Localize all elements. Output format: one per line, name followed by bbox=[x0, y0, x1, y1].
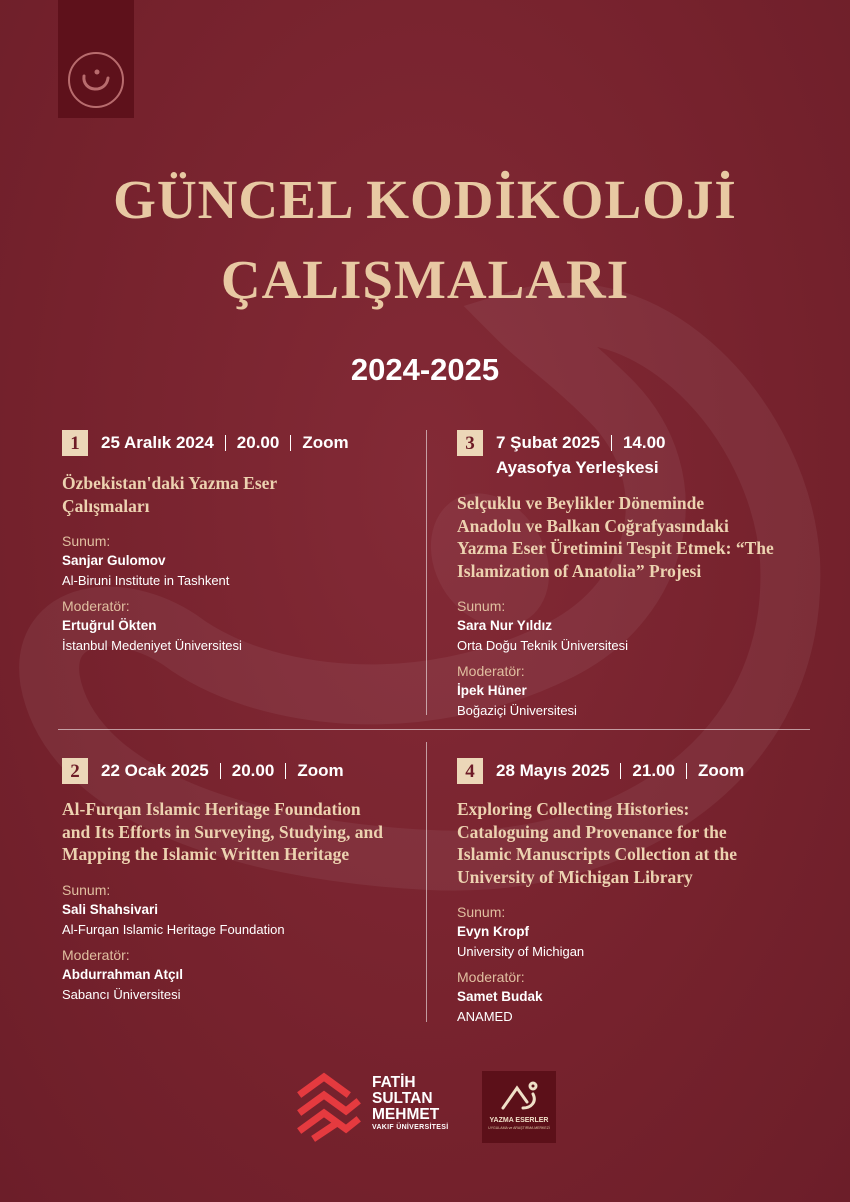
talk-title bbox=[62, 798, 422, 866]
fsm-logo-text bbox=[372, 1075, 448, 1133]
session-2 bbox=[62, 758, 422, 1002]
talk-title-line: Selçuklu ve Beylikler Döneminde bbox=[457, 493, 705, 513]
session-time: 21.00 bbox=[632, 761, 675, 780]
separator bbox=[611, 435, 612, 451]
column-divider-bottom bbox=[426, 742, 427, 1022]
talk-title-line: Özbekistan'daki Yazma Eser bbox=[62, 473, 278, 493]
fsm-line: MEHMET bbox=[372, 1106, 440, 1123]
title-line-2: ÇALIŞMALARI bbox=[220, 249, 630, 310]
session-date: 28 Mayıs 2025 bbox=[496, 761, 610, 780]
talk-title-line: Mapping the Islamic Written Heritage bbox=[62, 844, 350, 864]
title-line-1: GÜNCEL KODİKOLOJİ bbox=[113, 169, 737, 230]
calligraphy-emblem-icon bbox=[64, 48, 128, 112]
session-1 bbox=[62, 430, 407, 653]
session-header bbox=[457, 758, 812, 784]
session-header bbox=[62, 758, 422, 784]
yazma-eserler-logo-icon bbox=[497, 1078, 541, 1116]
session-header bbox=[62, 430, 407, 456]
moderator-affiliation: ANAMED bbox=[457, 1009, 513, 1024]
moderator-affiliation: Sabancı Üniversitesi bbox=[62, 986, 181, 1002]
talk-title bbox=[62, 472, 407, 517]
presenter-name: Sanjar Gulomov bbox=[62, 553, 166, 568]
session-date: 25 Aralık 2024 bbox=[101, 433, 214, 452]
separator bbox=[285, 763, 286, 779]
session-number-badge: 2 bbox=[62, 758, 88, 784]
presenter-affiliation: Orta Doğu Teknik Üniversitesi bbox=[457, 638, 628, 653]
talk-title bbox=[457, 798, 812, 888]
talk-title-line: Islamization of Anatolia” Projesi bbox=[457, 560, 702, 581]
separator bbox=[225, 435, 226, 451]
session-place: Zoom bbox=[297, 761, 344, 780]
separator bbox=[686, 763, 687, 779]
talk-title-line: Al-Furqan Islamic Heritage Foundation bbox=[62, 799, 361, 819]
fsm-logo-icon bbox=[294, 1071, 364, 1143]
fsm-line: VAKIF ÜNİVERSİTESİ bbox=[372, 1124, 449, 1131]
presenter-affiliation: University of Michigan bbox=[457, 944, 585, 959]
session-4 bbox=[457, 758, 812, 1024]
moderator-name: İpek Hüner bbox=[457, 683, 527, 698]
talk-title-line: Cataloguing and Provenance for the bbox=[457, 821, 727, 842]
moderator-label: Moderatör: bbox=[62, 946, 130, 963]
talk-title-line: Çalışmaları bbox=[62, 495, 150, 516]
session-number-badge: 1 bbox=[62, 430, 88, 456]
column-divider-top bbox=[426, 430, 427, 715]
talk-title-line: University of Michigan Library bbox=[457, 866, 693, 887]
year-range: 2024-2025 bbox=[350, 352, 500, 387]
presenter-name: Evyn Kropf bbox=[457, 924, 530, 939]
moderator-name: Abdurrahman Atçıl bbox=[62, 966, 184, 982]
fsm-line: SULTAN bbox=[372, 1090, 433, 1107]
presenter-label: Sunum: bbox=[62, 533, 111, 549]
session-number-badge: 4 bbox=[457, 758, 483, 784]
presenter-name: Sali Shahsivari bbox=[62, 901, 159, 917]
yazma-eserler-name: YAZMA ESERLER bbox=[489, 1117, 549, 1124]
session-place: Zoom bbox=[302, 433, 349, 452]
talk-title-line: Islamic Manuscripts Collection at the bbox=[457, 844, 737, 864]
session-date: 7 Şubat 2025 bbox=[496, 433, 600, 452]
session-time: 14.00 bbox=[622, 433, 666, 452]
moderator-label: Moderatör: bbox=[62, 598, 130, 614]
separator bbox=[290, 435, 291, 451]
moderator-label: Moderatör: bbox=[457, 969, 525, 985]
session-time: 20.00 bbox=[231, 761, 275, 780]
presenter-affiliation: Al-Biruni Institute in Tashkent bbox=[62, 573, 230, 588]
row-divider bbox=[58, 729, 810, 730]
session-place: Ayasofya Yerleşkesi bbox=[496, 458, 659, 477]
presenter-affiliation: Al-Furqan Islamic Heritage Foundation bbox=[62, 921, 285, 937]
moderator-label: Moderatör: bbox=[457, 663, 525, 679]
talk-title-line: Anadolu ve Balkan Coğrafyasındaki bbox=[457, 515, 729, 536]
yazma-eserler-subtitle: UYGULAMA ve ARAŞTIRMA MERKEZİ bbox=[488, 1126, 550, 1130]
talk-title-line: Yazma Eser Üretimini Tespit Etmek: “The bbox=[457, 538, 774, 558]
session-number-badge: 3 bbox=[457, 430, 483, 456]
session-place: Zoom bbox=[697, 761, 745, 780]
presenter-label: Sunum: bbox=[457, 904, 506, 920]
separator bbox=[220, 763, 221, 779]
talk-title-line: and Its Efforts in Surveying, Studying, and bbox=[62, 821, 383, 842]
session-time: 20.00 bbox=[236, 433, 280, 452]
fsm-line: FATİH bbox=[372, 1074, 416, 1091]
presenter-label: Sunum: bbox=[62, 881, 111, 898]
moderator-name: Samet Budak bbox=[457, 989, 543, 1004]
moderator-affiliation: Boğaziçi Üniversitesi bbox=[457, 703, 577, 718]
separator bbox=[620, 763, 621, 779]
talk-title-line: Exploring Collecting Histories: bbox=[457, 799, 690, 819]
session-header bbox=[457, 430, 812, 456]
presenter-label: Sunum: bbox=[457, 598, 506, 614]
session-date: 22 Ocak 2025 bbox=[101, 761, 209, 780]
moderator-affiliation: İstanbul Medeniyet Üniversitesi bbox=[62, 638, 242, 653]
talk-title bbox=[457, 492, 812, 582]
moderator-name: Ertuğrul Ökten bbox=[62, 618, 157, 633]
presenter-name: Sara Nur Yıldız bbox=[457, 618, 553, 633]
session-3 bbox=[457, 430, 812, 718]
